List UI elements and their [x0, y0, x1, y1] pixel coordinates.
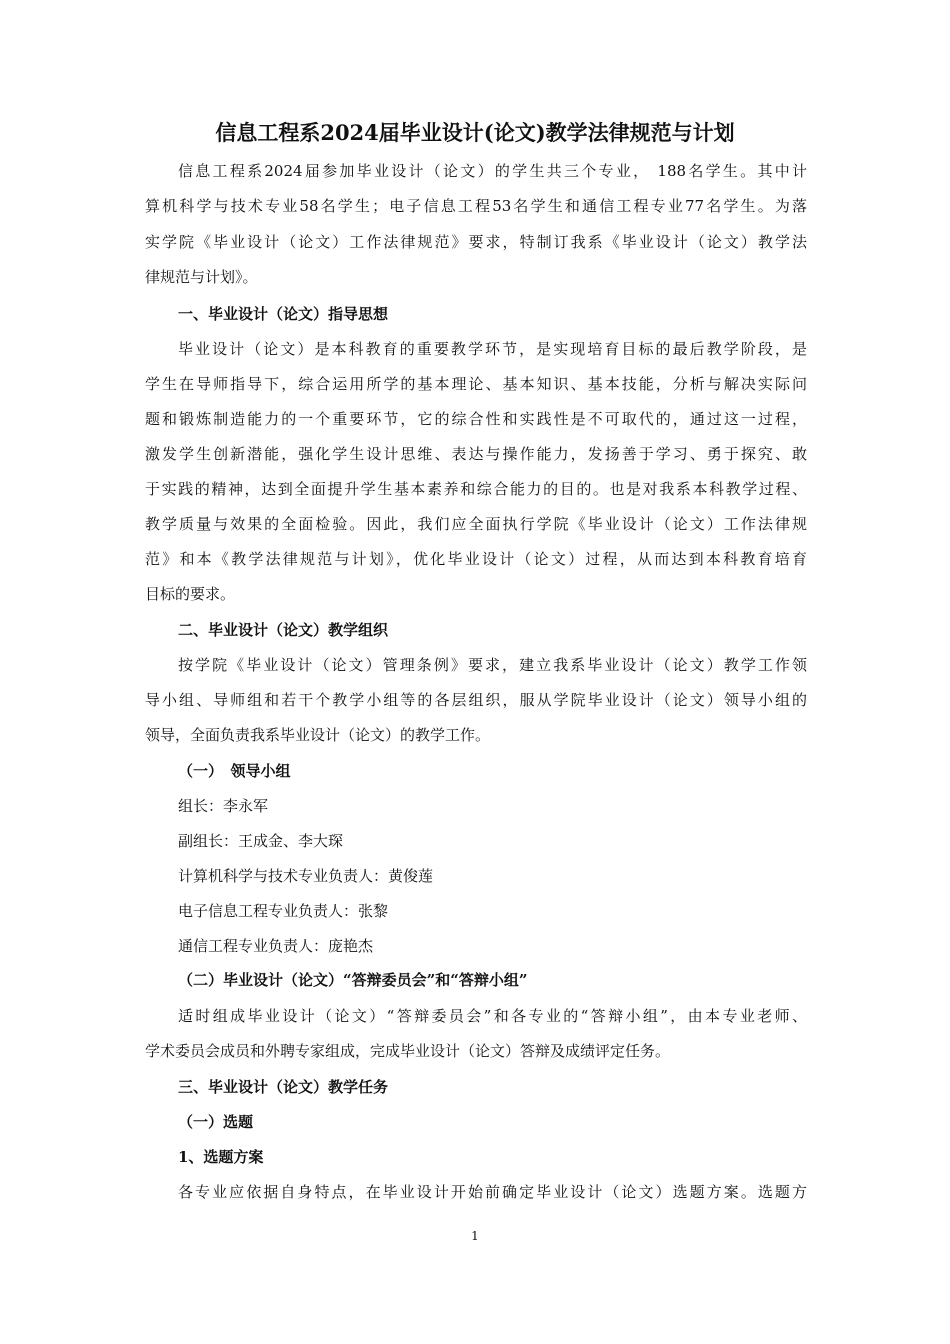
- section1-line-6: 教学质量与效果的全面检验。因此，我们应全面执行学院《毕业设计（论文）工作法律规: [145, 515, 807, 533]
- intro-line-2: 算机科学与技术专业58名学生；电子信息工程53名学生和通信工程专业77名学生。为落: [145, 197, 807, 215]
- section2-line-2: 导小组、导师组和若干个教学小组等的各层组织，服从学院毕业设计（论文）领导小组的: [145, 691, 807, 709]
- member-deputy: 副组长：王成金、李大琛: [178, 832, 344, 850]
- section3-heading: 三、毕业设计（论文）教学任务: [178, 1078, 389, 1096]
- member-cs-head: 计算机科学与技术专业负责人：黄俊莲: [178, 867, 434, 885]
- defense-committee-heading: （二）毕业设计（论文）“答辩委员会”和“答辩小组”: [178, 971, 528, 989]
- page-number: 1: [471, 1229, 479, 1243]
- topic-plan-heading: 1、选题方案: [178, 1148, 264, 1166]
- document-title: 信息工程系2024届毕业设计(论文)教学法律规范与计划: [215, 120, 735, 145]
- section1-line-7: 范》和本《教学法律规范与计划》，优化毕业设计（论文）过程，从而达到本科教育培育: [145, 550, 807, 568]
- section1-line-3: 题和锻炼制造能力的一个重要环节，它的综合性和实践性是不可取代的，通过这一过程，: [145, 410, 807, 428]
- intro-line-4: 律规范与计划》。: [145, 268, 258, 286]
- section2-line-3: 领导，全面负责我系毕业设计（论文）的教学工作。: [145, 726, 491, 744]
- member-leader: 组长：李永军: [178, 797, 269, 815]
- section2-heading: 二、毕业设计（论文）教学组织: [178, 621, 389, 639]
- intro-line-3: 实学院《毕业设计（论文）工作法律规范》要求，特制订我系《毕业设计（论文）教学法: [145, 233, 807, 251]
- section1-heading: 一、毕业设计（论文）指导思想: [178, 305, 389, 323]
- section1-line-8: 目标的要求。: [145, 585, 236, 603]
- member-comm-head: 通信工程专业负责人：庞艳杰: [178, 937, 374, 955]
- member-ee-head: 电子信息工程专业负责人：张黎: [178, 902, 389, 920]
- defense-line-2: 学术委员会成员和外聘专家组成，完成毕业设计（论文）答辩及成绩评定任务。: [145, 1042, 671, 1060]
- leadership-group-heading: （一） 领导小组: [178, 762, 291, 780]
- section2-line-1: 按学院《毕业设计（论文）管理条例》要求，建立我系毕业设计（论文）教学工作领: [178, 656, 807, 674]
- topic-selection-heading: （一）选题: [178, 1113, 254, 1131]
- section1-line-2: 学生在导师指导下，综合运用所学的基本理论、基本知识、基本技能，分析与解决实际问: [145, 375, 807, 393]
- intro-line-1: 信息工程系2024届参加毕业设计（论文）的学生共三个专业， 188名学生。其中计: [178, 162, 807, 180]
- section1-line-1: 毕业设计（论文）是本科教育的重要教学环节，是实现培育目标的最后教学阶段，是: [178, 340, 807, 358]
- section3-line-1: 各专业应依据自身特点，在毕业设计开始前确定毕业设计（论文）选题方案。选题方: [178, 1183, 807, 1201]
- defense-line-1: 适时组成毕业设计（论文）“答辩委员会”和各专业的“答辩小组”，由本专业老师、: [178, 1007, 807, 1025]
- section1-line-4: 激发学生创新潜能，强化学生设计思维、表达与操作能力，发扬善于学习、勇于探究、敢: [145, 445, 807, 463]
- section1-line-5: 于实践的精神，达到全面提升学生基本素养和综合能力的目的。也是对我系本科教学过程、: [145, 480, 807, 498]
